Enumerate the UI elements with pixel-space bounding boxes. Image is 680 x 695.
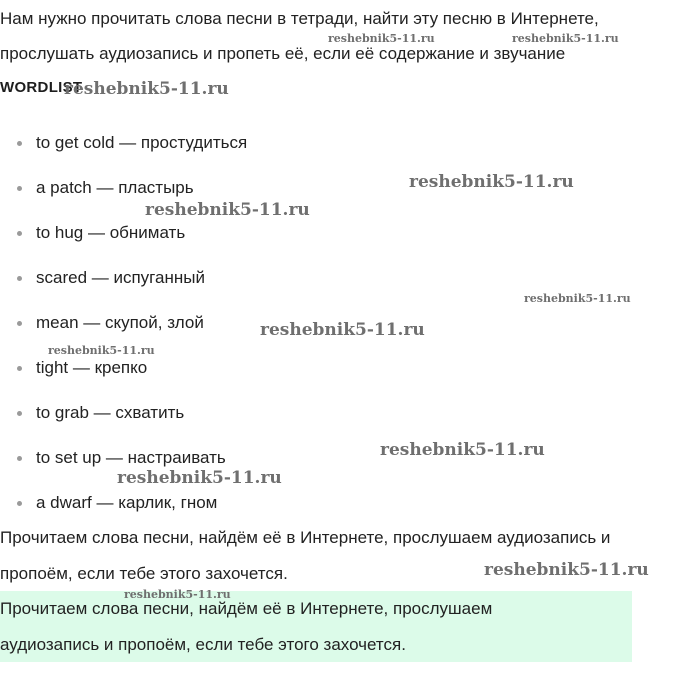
intro-line-2: прослушать аудиозапись и пропеть её, если её содержание и звучание xyxy=(0,44,566,63)
bullet-icon xyxy=(17,501,22,506)
bullet-icon xyxy=(17,321,22,326)
word-entry: tight — крепко xyxy=(36,358,148,377)
watermark: reshebnik5-11.ru xyxy=(260,320,425,340)
bullet-icon xyxy=(17,231,22,236)
watermark: reshebnik5-11.ru xyxy=(64,79,229,99)
word-entry: a dwarf — карлик, гном xyxy=(36,493,218,512)
outro-line-2: пропоём, если тебе этого захочется. xyxy=(0,564,288,583)
bullet-icon xyxy=(17,366,22,371)
watermark: reshebnik5-11.ru xyxy=(484,560,649,580)
watermark: reshebnik5-11.ru xyxy=(512,32,619,45)
watermark: reshebnik5-11.ru xyxy=(328,32,435,45)
bullet-icon xyxy=(17,276,22,281)
watermark: reshebnik5-11.ru xyxy=(48,344,155,357)
highlight-line-2: аудиозапись и пропоём, если тебе этого захочется. xyxy=(0,635,406,654)
watermark: reshebnik5-11.ru xyxy=(117,468,282,488)
watermark: reshebnik5-11.ru xyxy=(524,292,631,305)
word-entry: mean — скупой, злой xyxy=(36,313,204,332)
wordlist-heading: WORDLIST xyxy=(0,79,83,96)
intro-line-1: Нам нужно прочитать слова песни в тетради, найти эту песню в Интернете, xyxy=(0,9,599,28)
word-entry: to get cold — простудиться xyxy=(36,133,248,152)
bullet-icon xyxy=(17,456,22,461)
watermark: reshebnik5-11.ru xyxy=(145,200,310,220)
bullet-icon xyxy=(17,186,22,191)
highlight-line-1: Прочитаем слова песни, найдём её в Интернете, прослушаем xyxy=(0,599,493,618)
watermark: reshebnik5-11.ru xyxy=(409,172,574,192)
word-entry: a patch — пластырь xyxy=(36,178,194,197)
word-entry: scared — испуганный xyxy=(36,268,205,287)
bullet-icon xyxy=(17,411,22,416)
word-entry: to grab — схватить xyxy=(36,403,185,422)
outro-line-1: Прочитаем слова песни, найдём её в Интернете, прослушаем аудиозапись и xyxy=(0,528,611,547)
word-entry: to hug — обнимать xyxy=(36,223,186,242)
word-entry: to set up — настраивать xyxy=(36,448,226,467)
bullet-icon xyxy=(17,141,22,146)
watermark: reshebnik5-11.ru xyxy=(380,440,545,460)
watermark: reshebnik5-11.ru xyxy=(124,588,231,601)
